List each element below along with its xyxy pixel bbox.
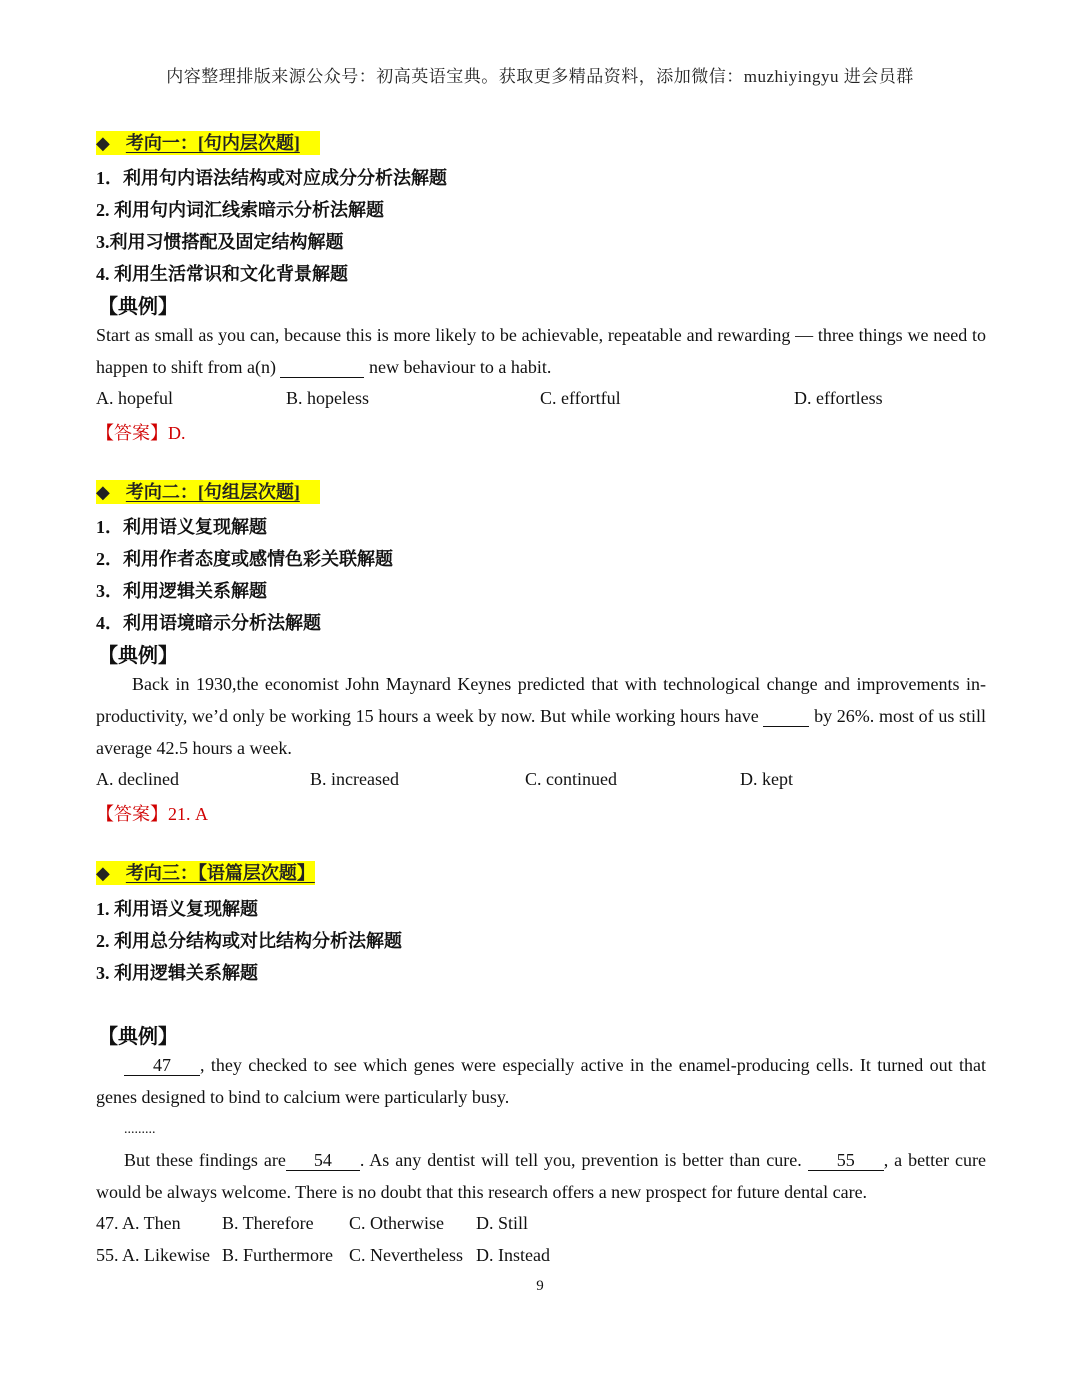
option: D. effortless — [794, 388, 883, 408]
page-header: 内容整理排版来源公众号：初高英语宝典。获取更多精品资料，添加微信：muzhiyingyu 进会员群 — [166, 67, 914, 86]
section-1-item: 2. 利用句内词汇线索暗示分析法解题 — [96, 200, 384, 220]
section-1-item: 1．利用句内语法结构或对应成分分析法解题 — [96, 168, 447, 188]
section-2-title: ◆ 考向二：[句组层次题] — [96, 479, 320, 505]
answer-blank — [280, 357, 364, 378]
section-1-title: ◆ 考向一：[句内层次题] — [96, 130, 320, 156]
option: B. Furthermore — [222, 1245, 333, 1265]
answer-blank — [763, 706, 809, 727]
section-1-item: 3.利用习惯搭配及固定结构解题 — [96, 232, 344, 252]
example-3-passage-2: But these findings are 54 . As any dentist will tell you, prevention is better than cure. 55 , a better cure would be always welcome. There is no doubt that this research offers a new prospect for future dental care. — [96, 1150, 987, 1202]
option: D. Instead — [476, 1245, 550, 1265]
answer-blank-47: 47 — [124, 1055, 200, 1076]
page-number: 9 — [536, 1278, 544, 1294]
section-3-title: ◆ 考向三：【语篇层次题】 — [96, 863, 315, 883]
answer-blank-54: 54 — [286, 1150, 360, 1171]
option: D. kept — [740, 769, 793, 789]
option: 55. A. Likewise — [96, 1245, 210, 1265]
option: C. Otherwise — [349, 1213, 444, 1233]
option: C. effortful — [540, 388, 621, 408]
answer-text: 【答案】D. — [96, 423, 186, 443]
option: A. declined — [96, 769, 179, 789]
section-2-item: 2．利用作者态度或感情色彩关联解题 — [96, 549, 393, 569]
option: B. increased — [310, 769, 399, 789]
example-3-passage-1: 47 , they checked to see which genes were especially active in the enamel-producing cells. It turned out that genes designed to bind to calcium were particularly busy. — [96, 1055, 986, 1107]
option: C. Nevertheless — [349, 1245, 463, 1265]
example-2-passage: Back in 1930,the economist John Maynard Keynes predicted that with technological change and improvements in-productivity, we’d only be working 15 hours a week by now. But while working hours have by 26%. most of us still average 42.5 hours a week. — [96, 674, 987, 758]
example-label: 【典例】 — [98, 1026, 178, 1048]
section-3-item: 3. 利用逻辑关系解题 — [96, 963, 258, 983]
example-label: 【典例】 — [98, 296, 178, 318]
ellipsis: ......... — [124, 1122, 156, 1137]
answer-text: 【答案】21. A — [96, 804, 208, 824]
diamond-bullet-icon: ◆ — [96, 133, 110, 153]
option: B. Therefore — [222, 1213, 314, 1233]
section-2-item: 3．利用逻辑关系解题 — [96, 581, 267, 601]
example-label: 【典例】 — [98, 645, 178, 667]
example-1-passage: Start as small as you can, because this is more likely to be achievable, repeatable and rewarding — three things we need to happen to shift from a(n) new behaviour to a habit. — [96, 325, 986, 377]
section-3-item: 2. 利用总分结构或对比结构分析法解题 — [96, 931, 402, 951]
section-3-item: 1. 利用语义复现解题 — [96, 899, 258, 919]
option: D. Still — [476, 1213, 529, 1233]
diamond-bullet-icon: ◆ — [96, 863, 110, 883]
option: A. hopeful — [96, 388, 173, 408]
section-2-item: 4．利用语境暗示分析法解题 — [96, 613, 321, 633]
option: C. continued — [525, 769, 617, 789]
option: B. hopeless — [286, 388, 369, 408]
section-1-item: 4. 利用生活常识和文化背景解题 — [96, 264, 348, 284]
section-2-item: 1．利用语义复现解题 — [96, 517, 267, 537]
answer-blank-55: 55 — [808, 1150, 884, 1171]
option: 47. A. Then — [96, 1213, 181, 1233]
diamond-bullet-icon: ◆ — [96, 482, 110, 502]
